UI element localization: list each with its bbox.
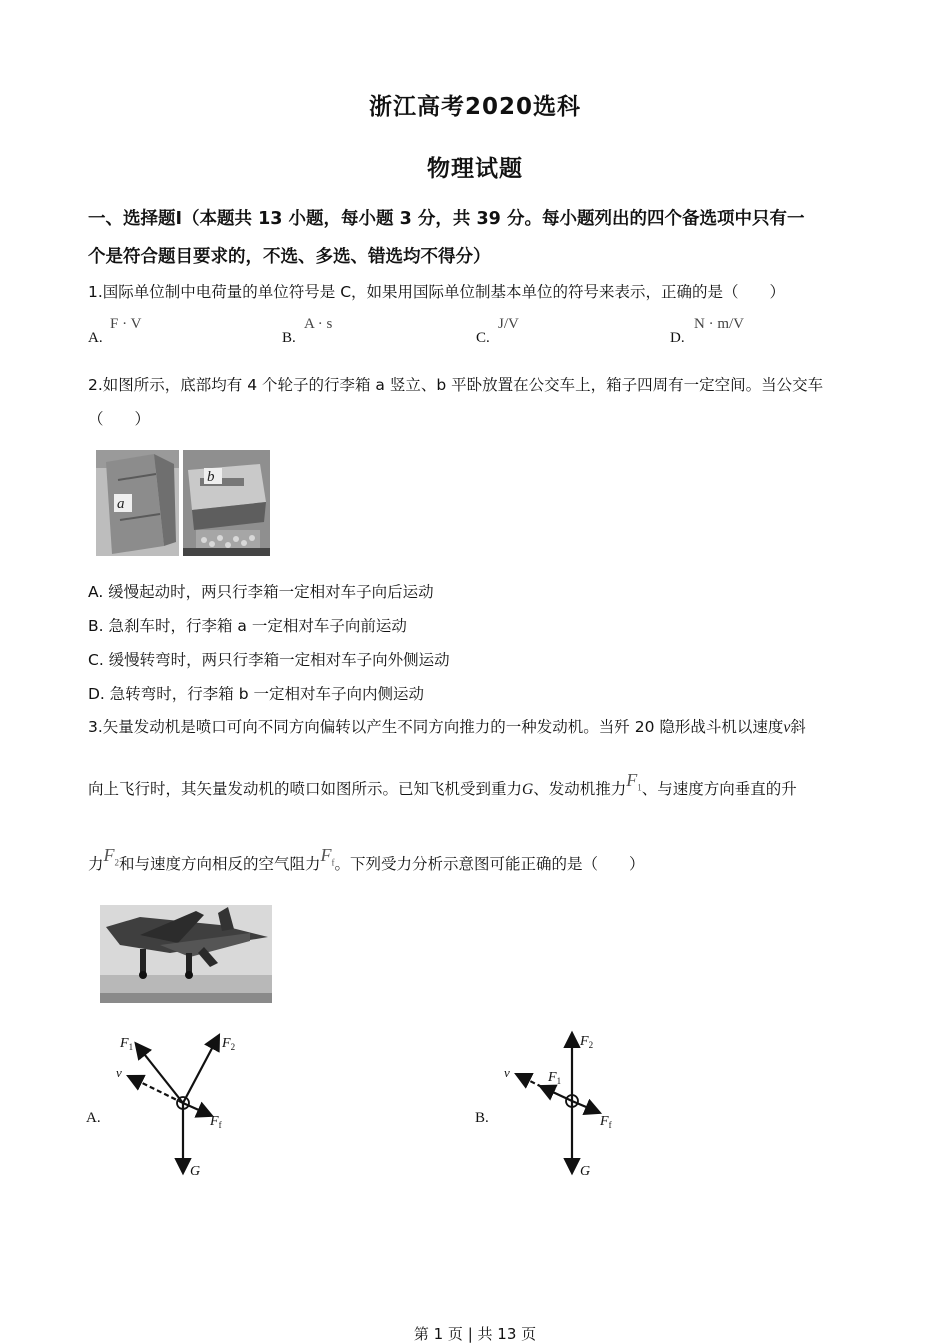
luggage-photo: [96, 450, 270, 556]
q3-option-b-letter: B.: [475, 1110, 489, 1126]
force-diagram-a: [110, 1025, 270, 1185]
q2-option-b: B. 急刹车时，行李箱 a 一定相对车子向前运动: [88, 617, 407, 635]
section-heading-line2: 个是符合题目要求的，不选、多选、错选均不得分）: [88, 247, 491, 267]
q3-option-b: [475, 1108, 489, 1127]
q3-symbol-f2: [103, 845, 120, 868]
q2-option-c: C. 缓慢转弯时，两只行李箱一定相对车子向外侧运动: [88, 651, 450, 669]
diagram-a-label-g: G: [190, 1164, 201, 1179]
q1-option-c-letter: C.: [476, 330, 490, 346]
section-heading: [88, 200, 868, 276]
q3-symbol-ff-sub: f: [331, 857, 335, 868]
q3-option-a: [86, 1108, 101, 1127]
q3-line1-end: 斜: [790, 718, 806, 736]
diagram-a-label-f1: $F_1$: [120, 1036, 134, 1052]
photo-label-a: a: [117, 496, 125, 512]
q3-symbol-f2-sub: 2: [114, 857, 120, 868]
diagram-b-label-v: v: [504, 1065, 510, 1080]
q2-stem-line1: 2.如图所示，底部均有 4 个轮子的行李箱 a 竖立、b 平卧放置在公交车上，箱子四周有一定空间。当公交车: [88, 376, 824, 394]
q1-option-a: [88, 328, 103, 347]
q2-options: [88, 575, 868, 711]
q1-option-b-formula: A · s: [304, 316, 333, 332]
q3-line2-text-c: 、与速度方向垂直的升: [641, 780, 797, 798]
q3-symbol-f1-letter: F: [626, 770, 638, 790]
q1-option-d-letter: D.: [670, 330, 685, 346]
diagram-b-label-g: G: [580, 1164, 591, 1179]
q3-line3-text-b: 和与速度方向相反的空气阻力: [119, 855, 321, 873]
q3-symbol-f1-sub: 1: [637, 782, 642, 793]
q2-option-d: D. 急转弯时，行李箱 b 一定相对车子向内侧运动: [88, 685, 424, 703]
q1-stem: 1.国际单位制中电荷量的单位符号是 C，如果用国际单位制基本单位的符号来表示，正确的是（ ）: [88, 283, 786, 301]
q3-symbol-f2-letter: F: [103, 845, 115, 865]
q3-var-g: G: [522, 781, 534, 798]
q3-symbol-ff: [320, 845, 335, 868]
diagram-a-label-ff: $F_f$: [210, 1114, 222, 1130]
q3-line2-text-a: 向上飞行时，其矢量发动机的喷口如图所示。已知飞机受到重力: [88, 780, 523, 798]
section-heading-line1: 一、选择题Ⅰ（本题共 13 小题，每小题 3 分，共 39 分。每小题列出的四个备选项中只有一: [88, 209, 805, 229]
q3-stem-line3: [88, 845, 868, 886]
q1-option-d-formula: N · m/V: [694, 316, 744, 332]
q1-option-c: [476, 328, 490, 347]
q3-option-a-letter: A.: [86, 1110, 101, 1126]
q1-option-a-formula: F · V: [110, 316, 142, 332]
q2-stem-line2: （ ）: [88, 410, 151, 428]
q2-option-a: A. 缓慢起动时，两只行李箱一定相对车子向后运动: [88, 583, 434, 601]
diagram-b-label-f2: $F_2$: [580, 1034, 594, 1050]
q1-option-d: [670, 328, 685, 347]
diagram-b-label-f1: $F_1$: [548, 1070, 562, 1086]
q3-symbol-f1: [626, 770, 642, 793]
diagram-a-label-v: v: [116, 1065, 122, 1080]
photo-label-b: b: [207, 469, 215, 485]
fighter-jet-photo: [100, 905, 272, 1003]
q1-option-c-formula: J/V: [498, 316, 519, 332]
q3-var-v: v: [783, 719, 791, 736]
q3-line2-text-b: 、发动机推力: [533, 780, 627, 798]
q3-line3-text-a: 力: [88, 855, 104, 873]
q3-symbol-ff-letter: F: [320, 845, 332, 865]
q3-stem-line2: [88, 770, 868, 811]
diagram-b-label-ff: $F_f$: [600, 1114, 612, 1130]
document-title: 浙江高考2020选科: [368, 94, 581, 120]
q3-line1-text: 3.矢量发动机是喷口可向不同方向偏转以产生不同方向推力的一种发动机。当歼 20 隐形战斗机以速度: [88, 718, 784, 736]
q1-option-b: [282, 328, 296, 347]
q1-option-a-letter: A.: [88, 330, 103, 346]
q3-stem-line1: [88, 712, 868, 743]
page-footer: 第 1 页 | 共 13 页: [413, 1325, 537, 1343]
force-diagram-b: [500, 1025, 640, 1185]
q1-option-b-letter: B.: [282, 330, 296, 346]
q3-line3-text-c: 。下列受力分析示意图可能正确的是（ ）: [334, 855, 645, 873]
diagram-a-label-f2: $F_2$: [222, 1036, 236, 1052]
document-subtitle: 物理试题: [427, 156, 523, 182]
q2-stem: [88, 370, 868, 434]
